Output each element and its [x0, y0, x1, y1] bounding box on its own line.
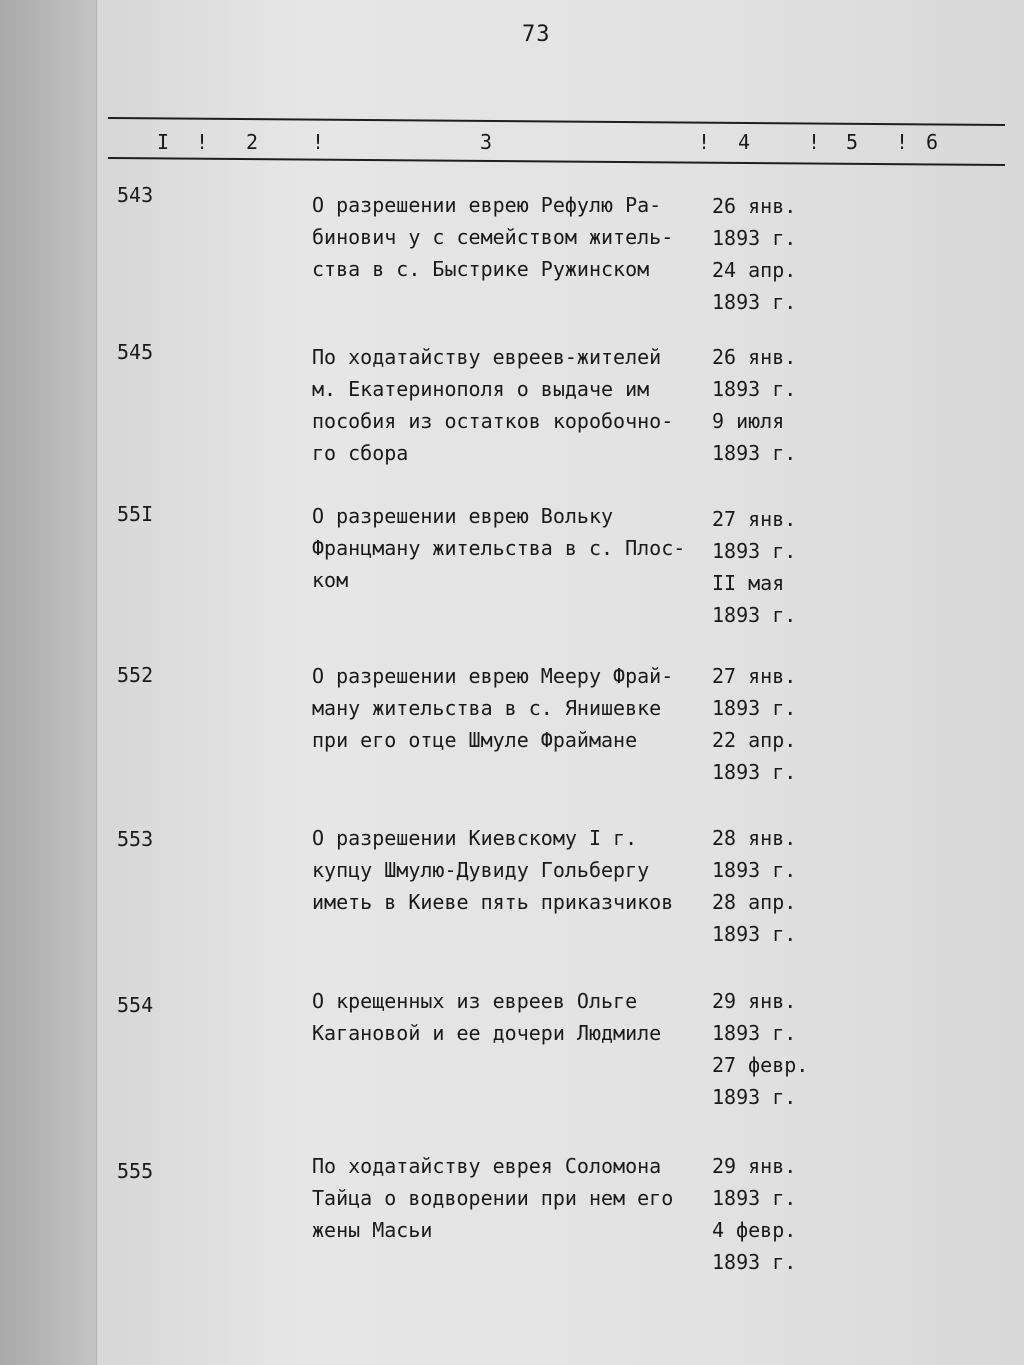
date-start: 26 янв.: [712, 345, 797, 369]
entry-dates: [712, 1150, 796, 1278]
year-end: 1893 г.: [712, 290, 797, 314]
description-line: пособия из остатков коробочно-: [312, 409, 674, 433]
table-top-rule: [108, 117, 1005, 126]
year-end: 1893 г.: [712, 441, 797, 465]
description-line: Тайца о водворении при нем его: [312, 1186, 674, 1210]
entry-description: [312, 660, 712, 756]
description-line: О разрешении еврею Вольку: [312, 504, 614, 528]
entry-number: 553: [117, 827, 154, 851]
description-line: го сбора: [312, 441, 409, 465]
date-end: 4 февр.: [712, 1218, 797, 1242]
date-end: 9 июля: [712, 409, 785, 433]
date-start: 29 янв.: [712, 989, 797, 1013]
entry-number: 554: [117, 993, 154, 1017]
column-header-4: 4: [738, 130, 751, 154]
year-start: 1893 г.: [712, 1021, 797, 1045]
description-line: О разрешении еврею Мееру Фрай-: [312, 664, 674, 688]
column-header-1: I: [157, 130, 170, 154]
entry-number: 545: [117, 340, 154, 364]
year-start: 1893 г.: [712, 858, 797, 882]
date-start: 29 янв.: [712, 1154, 797, 1178]
column-separator: !: [698, 130, 711, 154]
description-line: Францману жительства в с. Плос-: [312, 536, 686, 560]
date-start: 26 янв.: [712, 194, 797, 218]
entry-number: 55I: [117, 502, 154, 526]
description-line: бинович у с семейством житель-: [312, 225, 674, 249]
entry-dates: [712, 660, 796, 788]
date-start: 28 янв.: [712, 826, 797, 850]
entry-description: [312, 985, 712, 1049]
description-line: О крещенных из евреев Ольге: [312, 989, 638, 1013]
description-line: ком: [312, 568, 349, 592]
entry-description: [312, 822, 712, 918]
description-line: О разрешении еврею Рефулю Ра-: [312, 193, 662, 217]
page-number: 73: [522, 22, 551, 47]
column-separator: !: [808, 130, 821, 154]
entry-number: 552: [117, 663, 154, 687]
entry-dates: [712, 822, 796, 950]
date-end: 22 апр.: [712, 728, 797, 752]
entry-number: 543: [117, 183, 154, 207]
column-header-3: 3: [480, 130, 493, 154]
year-start: 1893 г.: [712, 696, 797, 720]
year-end: 1893 г.: [712, 603, 797, 627]
column-separator: !: [312, 130, 325, 154]
date-end: II мая: [712, 571, 785, 595]
year-start: 1893 г.: [712, 1186, 797, 1210]
entry-description: [312, 189, 712, 285]
date-start: 27 янв.: [712, 507, 797, 531]
entry-dates: [712, 503, 796, 631]
year-end: 1893 г.: [712, 1250, 797, 1274]
description-line: ману жительства в с. Янишевке: [312, 696, 662, 720]
date-end: 27 февр.: [712, 1053, 809, 1077]
date-end: 28 апр.: [712, 890, 797, 914]
entry-dates: [712, 985, 808, 1113]
year-end: 1893 г.: [712, 922, 797, 946]
year-end: 1893 г.: [712, 760, 797, 784]
column-header-5: 5: [846, 130, 859, 154]
description-line: м. Екатеринополя о выдаче им: [312, 377, 650, 401]
year-end: 1893 г.: [712, 1085, 797, 1109]
description-line: иметь в Киеве пять приказчиков: [312, 890, 674, 914]
year-start: 1893 г.: [712, 539, 797, 563]
column-separator: !: [896, 130, 909, 154]
date-end: 24 апр.: [712, 258, 797, 282]
description-line: ства в с. Быстрике Ружинском: [312, 257, 650, 281]
previous-page-edge: [0, 0, 97, 1365]
entry-description: [312, 1150, 712, 1246]
column-separator: !: [196, 130, 209, 154]
description-line: По ходатайству еврея Соломона: [312, 1154, 662, 1178]
entry-description: [312, 500, 712, 596]
entry-number: 555: [117, 1159, 154, 1183]
description-line: О разрешении Киевскому I г.: [312, 826, 638, 850]
entry-dates: [712, 190, 796, 318]
year-start: 1893 г.: [712, 377, 797, 401]
column-header-2: 2: [246, 130, 259, 154]
table-header-rule: [108, 157, 1005, 166]
description-line: купцу Шмулю-Дувиду Гольбергу: [312, 858, 650, 882]
year-start: 1893 г.: [712, 226, 797, 250]
date-start: 27 янв.: [712, 664, 797, 688]
description-line: Кагановой и ее дочери Людмиле: [312, 1021, 662, 1045]
description-line: при его отце Шмуле Фраймане: [312, 728, 638, 752]
description-line: По ходатайству евреев-жителей: [312, 345, 662, 369]
description-line: жены Масьи: [312, 1218, 433, 1242]
entry-dates: [712, 341, 796, 469]
entry-description: [312, 341, 712, 469]
column-header-6: 6: [926, 130, 939, 154]
